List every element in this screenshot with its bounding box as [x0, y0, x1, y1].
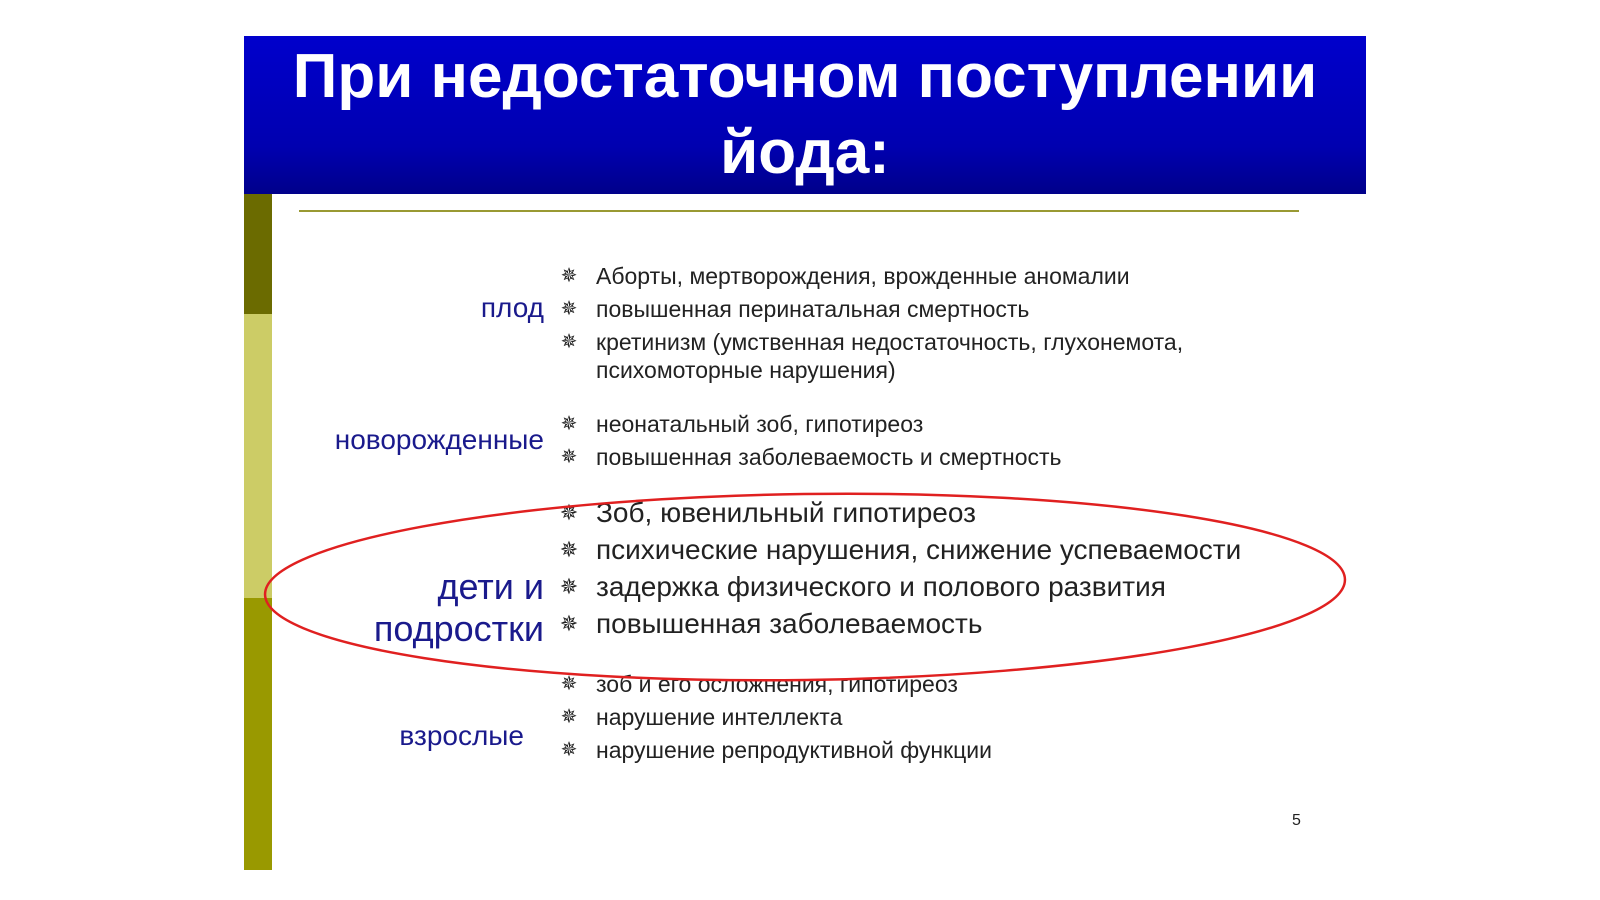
divider-line	[299, 210, 1299, 212]
list-item: ✵ кретинизм (умственная недостаточность, глухонемота, психомоторные нарушения)	[558, 328, 1256, 384]
gear-bullet-icon: ✵	[559, 574, 579, 599]
page-number: 5	[1292, 812, 1301, 829]
list-item: ✵ повышенная перинатальная смертность	[558, 295, 1029, 323]
list-item: ✵ зоб и его осложнения, гипотиреоз	[558, 670, 958, 698]
gear-bullet-icon: ✵	[560, 446, 578, 468]
gear-bullet-icon: ✵	[560, 673, 578, 695]
list-item: ✵ нарушение интеллекта	[558, 703, 842, 731]
title-banner	[244, 36, 1366, 194]
list-item: ✵ психические нарушения, снижение успеваемости	[559, 534, 1242, 565]
list-item: ✵ задержка физического и полового развития	[559, 571, 1166, 602]
gear-bullet-icon: ✵	[559, 537, 579, 562]
gear-bullet-icon: ✵	[560, 413, 578, 435]
gear-bullet-icon: ✵	[559, 500, 579, 525]
gear-bullet-icon: ✵	[560, 331, 578, 353]
list-item: ✵ неонатальный зоб, гипотиреоз	[558, 410, 923, 438]
group-label-newborns: новорожденные	[334, 424, 544, 455]
gear-bullet-icon: ✵	[560, 298, 578, 320]
side-bar-dark	[244, 194, 272, 314]
gear-bullet-icon: ✵	[560, 265, 578, 287]
list-item: ✵ Зоб, ювенильный гипотиреоз	[559, 497, 976, 528]
side-bar-light	[244, 314, 272, 598]
group-label-fetus: плод	[480, 292, 544, 323]
list-item: ✵ повышенная заболеваемость и смертность	[558, 443, 1062, 471]
list-item: ✵ нарушение репродуктивной функции	[558, 736, 992, 764]
slide-title: При недостаточном поступлении йода:	[292, 42, 1318, 187]
list-item: ✵ Аборты, мертворождения, врожденные аномалии	[558, 262, 1130, 290]
gear-bullet-icon: ✵	[560, 706, 578, 728]
list-item: ✵ повышенная заболеваемость	[559, 608, 983, 639]
gear-bullet-icon: ✵	[559, 611, 579, 636]
group-label-adults: взрослые	[399, 720, 524, 751]
group-label-children: дети и подростки	[373, 566, 544, 649]
side-bar-mid	[244, 598, 272, 870]
gear-bullet-icon: ✵	[560, 739, 578, 761]
